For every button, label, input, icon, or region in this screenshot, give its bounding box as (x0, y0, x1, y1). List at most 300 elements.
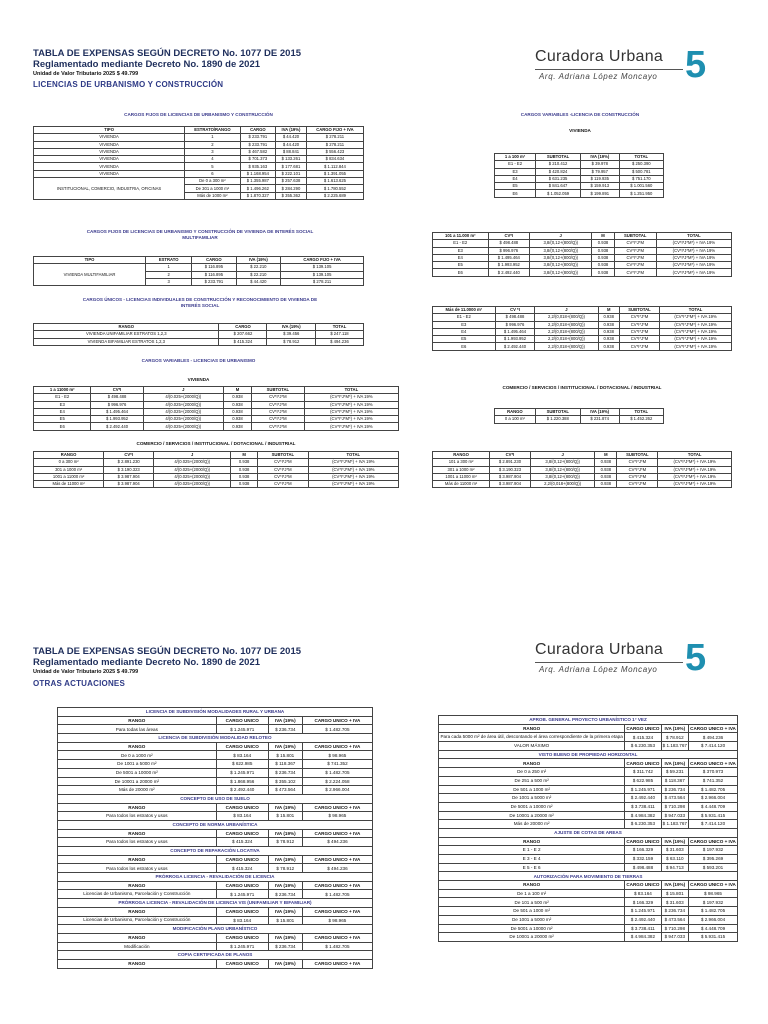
table-header-cell: CARGO UNICO + IVA (302, 933, 372, 942)
table-cell: VIVIENDA (34, 170, 185, 177)
table-section-title: PRÓRROGA LICENCIA - REVALIDACIÓN DE LICENCIA VIS (UNIFAMILIAR Y BIFAMILIAR) (58, 899, 373, 908)
table-cell: $ 3.987.904 (104, 473, 154, 480)
table-cell: $ 22.210 (236, 271, 281, 278)
table-row (34, 481, 399, 488)
table-cell: De 5001 a 10000 m² (58, 768, 217, 777)
table-row (439, 768, 738, 777)
table-header-cell: RANGO (34, 452, 104, 459)
r1-title: CARGOS VARIABLES -LICENCIA DE CONSTRUCCIÓN (520, 112, 640, 117)
table-cell: $ 3.738.411 (625, 924, 661, 933)
table-cell: 1 (146, 264, 192, 271)
table-cell: E6 (495, 190, 536, 197)
table-cell: CV*I*J*M (258, 481, 309, 488)
table-header-cell: SUBTOTAL (258, 452, 309, 459)
table-cell: $ 236.734 (268, 768, 302, 777)
table-cell: $ 2.891.230 (490, 459, 531, 466)
table-cell: INSTITUCIONAL, COMERCIO, INDUSTRIA, OFICINAS (34, 178, 185, 200)
table-row (34, 416, 399, 423)
table-row (58, 786, 373, 795)
table-row (433, 328, 732, 335)
vis-unique-charges-table (33, 323, 364, 346)
table-cell: $ 2.492.440 (625, 794, 661, 803)
table-header-cell: CARGO FIJO + IVA (281, 257, 364, 264)
table-header-cell: IVA (19%) (268, 907, 302, 916)
table-cell: De 0 a 250 m² (439, 768, 625, 777)
table-cell: 2,2/(0,018+(800/Q)) (535, 336, 598, 343)
table-cell: $ 947.033 (661, 811, 688, 820)
table-cell: 3,8/(0,12+(800/Q)) (530, 247, 592, 254)
table-cell: VIVIENDA (34, 156, 185, 163)
table-cell: (CV*I*J*M*) + IVA 19% (304, 394, 398, 401)
table-cell: $ 44.420 (276, 141, 307, 148)
table-cell: Licencias de Urbanismo, Parcelación y Construcción (58, 916, 217, 925)
table-header-cell: IVA (19%) (661, 759, 688, 768)
table-cell: Más de 11000 m² (433, 481, 490, 488)
table-header-cell: CV*I (104, 452, 154, 459)
table-cell: $ 622.985 (216, 760, 268, 769)
table-row (433, 262, 732, 269)
table-cell: (CV*I*J*M*) + IVA 19% (658, 481, 732, 488)
table-cell: $ 44.420 (236, 278, 281, 285)
table-cell: CV*I*J*M (614, 240, 656, 247)
table-header-cell: CV*I (490, 452, 531, 459)
table-cell: (CV*I*J*M*) + IVA 19% (656, 247, 731, 254)
table-cell: E6 (34, 423, 91, 430)
table-cell: $ 2.966.004 (302, 786, 372, 795)
table-cell: $ 498.488 (488, 240, 530, 247)
table-cell: $ 1.112.844 (306, 163, 363, 170)
table-cell: $ 1.245.971 (216, 768, 268, 777)
table-cell: $ 210.412 (536, 161, 581, 168)
table-header-cell: IVA (19%) (661, 724, 688, 733)
table-row (58, 907, 373, 916)
table-cell: $ 622.985 (625, 776, 661, 785)
table-cell: $ 31.603 (661, 846, 688, 855)
logo-name: Curadora Urbana (535, 641, 664, 658)
table-header-cell: IVA (19%) (276, 127, 307, 134)
table-cell: $ 1.868.956 (216, 777, 268, 786)
table-cell: CV*I*J*M (617, 473, 658, 480)
table-cell: 0.938 (223, 416, 251, 423)
doc-subtitle: Reglamentado mediante Decreto No. 1890 de 2021 (33, 59, 261, 70)
table-cell: $ 631.235 (536, 175, 581, 182)
table-cell: 1001 a 11000 m² (34, 473, 104, 480)
table-header-cell: 1 a 11000 m² (34, 387, 91, 394)
table-cell: $ 841.647 (536, 183, 581, 190)
logo-architect: Arq. Adriana López Moncayo (539, 665, 658, 674)
table-row (495, 183, 664, 190)
table-row (439, 863, 738, 872)
table-cell: 5 (185, 163, 241, 170)
other-actions-right-table (438, 715, 738, 942)
table-cell: $ 231.874 (580, 416, 619, 423)
table-cell: Para cada 5000 m² de área útil, descontando el área correspondiente de la primera etapa (439, 733, 625, 742)
table-cell: $ 1.183.767 (661, 742, 688, 751)
table-cell: $ 1.495.464 (91, 408, 143, 415)
table-row (58, 942, 373, 951)
table-cell: 0.938 (595, 481, 617, 488)
logo-number: 5 (685, 44, 707, 86)
table-cell: 0.938 (592, 247, 614, 254)
table-cell: $ 494.236 (302, 838, 372, 847)
other-actions-left-table (57, 707, 373, 969)
table-row (58, 734, 373, 743)
table-header-cell: J (535, 307, 598, 314)
table-cell: E 3 - E 4 (439, 855, 625, 864)
table-header-cell: J (154, 452, 231, 459)
table-cell: VIVIENDA BIFAMILIAR ESTRATOS 1,2,3 (34, 338, 219, 345)
table-header-cell: TOTAL (619, 409, 664, 416)
table-cell: $ 236.734 (268, 942, 302, 951)
table-row (433, 473, 732, 480)
table-cell: 2,2/(0,018+(800/Q)) (535, 343, 598, 350)
table-header-cell: TOTAL (315, 324, 363, 331)
table-cell: $ 751.170 (619, 175, 663, 182)
table-cell: 3,8/(0,12+(800/Q)) (530, 473, 595, 480)
table-cell: $ 166.329 (625, 898, 661, 907)
table-header-cell: CARGO UNICO (625, 759, 661, 768)
table-cell: 0.938 (231, 459, 258, 466)
table-header-cell: CARGO UNICO (216, 742, 268, 751)
table-cell: (CV*I*J*M*) + IVA 19% (304, 401, 398, 408)
table-cell: 0.938 (598, 336, 619, 343)
table-cell: 3 (146, 278, 192, 285)
table-row (34, 466, 399, 473)
table-cell: CV*I*J*M (619, 343, 659, 350)
table-header-cell: Más de 11.0000 m² (433, 307, 496, 314)
table-cell: $ 2.966.004 (689, 915, 738, 924)
table-cell: (CV*I*J*M*) + IVA 19% (308, 481, 398, 488)
table-cell: E3 (433, 247, 489, 254)
table-cell: $ 78.912 (268, 864, 302, 873)
table-cell: Modificación (58, 942, 217, 951)
table-cell: E 1 - E 2 (439, 846, 625, 855)
table-cell: $ 2.492.440 (488, 269, 530, 276)
table-cell: 301 a 1000 m² (34, 466, 104, 473)
table-row (58, 751, 373, 760)
table-cell: E 5 - E 6 (439, 863, 625, 872)
table-cell: De 0 a 1000 m² (58, 751, 217, 760)
table-cell: $ 1.993.952 (488, 262, 530, 269)
table-cell: CV*I*J*M (258, 473, 309, 480)
table-cell: $ 1.496.262 (240, 185, 275, 192)
table-row (439, 820, 738, 829)
table-cell: $ 473.564 (661, 794, 688, 803)
table-cell: 4/(0.025+(2000/Q)) (143, 401, 223, 408)
table-cell: $ 7.414.120 (689, 742, 738, 751)
table-cell: $ 996.976 (495, 321, 535, 328)
table-cell: $ 1.245.971 (625, 907, 661, 916)
table-cell: $ 250.390 (619, 161, 663, 168)
table-row (58, 916, 373, 925)
table-cell: $ 710.298 (661, 802, 688, 811)
table-cell: 0.938 (592, 254, 614, 261)
table-cell: $ 1.495.464 (488, 254, 530, 261)
table-header-cell: TIPO (34, 257, 146, 264)
table-cell: $ 233.791 (240, 134, 275, 141)
table-row (34, 473, 399, 480)
table-row (58, 925, 373, 934)
table-cell: $ 494.236 (315, 338, 363, 345)
logo (535, 44, 735, 94)
table-header-cell: CARGO UNICO (216, 959, 268, 968)
table-cell: 0.938 (598, 328, 619, 335)
table-row (58, 812, 373, 821)
table-cell: 0.938 (595, 459, 617, 466)
table-cell: 3,8/(0,12+(800/Q)) (530, 459, 595, 466)
table-cell: E1 - E2 (34, 394, 91, 401)
table-cell: 2 (146, 271, 192, 278)
table-cell: (CV*I*J*M*) + IVA 19% (658, 466, 732, 473)
table-header-cell: RANGO (58, 933, 217, 942)
table-cell: 1 (185, 134, 241, 141)
table-cell: $ 498.488 (495, 314, 535, 321)
table-cell: $ 1.613.625 (306, 178, 363, 185)
table-cell: 4/(0.025+(2000/Q)) (154, 466, 231, 473)
table-cell: E4 (433, 328, 496, 335)
table-cell: CV*I*J*M (251, 401, 304, 408)
doc-title-2: TABLA DE EXPENSAS SEGÚN DECRETO No. 1077 DE 2015 (33, 646, 302, 657)
table-header-cell: IVA (19%) (268, 716, 302, 725)
table-cell: $ 6.230.353 (625, 742, 661, 751)
table-row (433, 240, 732, 247)
table-row (58, 820, 373, 829)
table-cell: (CV*I*J*M*) + IVA 19% (658, 459, 732, 466)
table-row (58, 933, 373, 942)
table-row (58, 873, 373, 882)
table-row (433, 466, 732, 473)
table-section-title: PRÓRROGA LICENCIA - REVALIDACIÓN DE LICENCIA (58, 873, 373, 882)
table-cell: $ 88.841 (276, 148, 307, 155)
table-cell: $ 39.978 (581, 161, 620, 168)
table-cell: 0.938 (223, 394, 251, 401)
s3-title: CARGOS ÚNICOS - LICENCIAS INDIVIDUALES DE CONSTRUCCIÓN Y RECONOCIMIENTO DE VIVIENDA DE INTERÉS SOCIAL (82, 297, 318, 308)
table-cell: $ 207.662 (219, 331, 267, 338)
table-cell: (CV*I*J*M*) + IVA 19% (660, 343, 732, 350)
table-cell: E5 (433, 336, 496, 343)
table-row (34, 148, 364, 155)
table-cell: $ 1.251.950 (619, 190, 663, 197)
table-cell: $ 1.993.952 (495, 336, 535, 343)
table-cell: Más de 1000 m² (185, 192, 241, 199)
table-cell: E6 (433, 343, 496, 350)
table-header-cell: ESTRATO (146, 257, 192, 264)
table-cell: $ 1.482.705 (302, 725, 372, 734)
table-row (495, 409, 664, 416)
table-cell: $ 1.993.952 (91, 416, 143, 423)
logo-2 (535, 637, 735, 687)
table-row (34, 141, 364, 148)
table-row (58, 760, 373, 769)
table-row (439, 907, 738, 916)
const-variable-comercio-small-table (494, 408, 664, 424)
table-section-title: VISTO BUENO DE PROPIEDAD HORIZONTAL (439, 750, 738, 759)
table-cell: $ 1.482.705 (689, 785, 738, 794)
table-cell: VIVIENDA UNIFAMILIAR ESTRATOS 1,2,3 (34, 331, 219, 338)
table-cell: $ 498.488 (91, 394, 143, 401)
table-cell: Licencias de Urbanismo, Parcelación y Construcción (58, 890, 217, 899)
table-row (433, 314, 732, 321)
table-header-cell: M (592, 233, 614, 240)
table-cell: (CV*I*J*M*) + IVA 19% (304, 416, 398, 423)
table-section-title: LICENCIA DE SUBDIVISIÓN MODALIDAD RELOTEO (58, 734, 373, 743)
table-header-cell: RANGO (58, 803, 217, 812)
table-header-cell: CV*I (488, 233, 530, 240)
table-cell: $ 159.913 (581, 183, 620, 190)
table-cell: CV*I*J*M (619, 328, 659, 335)
table-cell: $ 2.225.689 (306, 192, 363, 199)
table-cell: $ 355.102 (268, 777, 302, 786)
table-cell: $ 2.224.058 (302, 777, 372, 786)
table-header-cell: SUBTOTAL (617, 452, 658, 459)
table-section-title: AUTORIZACIÓN PARA MOVIMIENTO DE TIERRAS (439, 872, 738, 881)
table-row (34, 324, 364, 331)
table-header-cell: IVA (19%) (236, 257, 281, 264)
table-header-cell: TOTAL (308, 452, 398, 459)
table-header-cell: RANGO (58, 881, 217, 890)
table-cell: 2,2/(0,018+(800/Q)) (535, 321, 598, 328)
table-cell: $ 500.781 (619, 168, 663, 175)
logo-line (535, 69, 683, 70)
table-section-title: APROB. GENERAL PROYECTO URBANÍSTICO 1° VEZ (439, 716, 738, 725)
table-cell: E5 (433, 262, 489, 269)
table-row (58, 794, 373, 803)
table-cell: 1001 a 11000 m² (433, 473, 490, 480)
table-row (439, 811, 738, 820)
table-cell: $ 1.245.971 (625, 785, 661, 794)
table-cell: 3,8/(0,12+(800/Q)) (530, 240, 592, 247)
table-cell: 3,8/(0,12+(800/Q)) (530, 466, 595, 473)
table-cell: CV*I*J*M (619, 336, 659, 343)
table-section-title: CONCEPTO DE REPARACIÓN LOCATIVA (58, 847, 373, 856)
table-cell: (CV*I*J*M*) + IVA 19% (660, 336, 732, 343)
table-cell: $ 7.414.120 (689, 820, 738, 829)
table-header-cell: RANGO (58, 716, 217, 725)
table-cell: De 10001 a 20000 m² (439, 811, 625, 820)
table-cell: CV*I*J*M (258, 466, 309, 473)
table-cell: CV*I*J*M (258, 459, 309, 466)
table-cell: $ 247.118 (315, 331, 363, 338)
table-cell: (CV*I*J*M*) + IVA 19% (308, 473, 398, 480)
table-cell: $ 98.965 (689, 889, 738, 898)
table-row (433, 269, 732, 276)
table-cell: CV*I*J*M (614, 254, 656, 261)
table-cell: CV*I*J*M (619, 321, 659, 328)
table-header-cell: CARGO UNICO + IVA (302, 959, 372, 968)
table-cell: $ 2.492.440 (216, 786, 268, 795)
table-row (433, 336, 732, 343)
table-cell: 3 (185, 148, 241, 155)
table-cell: $ 1.452.262 (619, 416, 664, 423)
table-row (495, 161, 664, 168)
table-header-cell: CARGO UNICO (216, 803, 268, 812)
table-cell: (CV*I*J*M*) + IVA 19% (304, 423, 398, 430)
uvt-label: Unidad de Valor Tributario 2025 $ 49.799 (33, 71, 139, 77)
table-row (439, 742, 738, 751)
table-cell: Más de 20000 m² (439, 820, 625, 829)
table-cell: $ 1.482.705 (689, 907, 738, 916)
table-cell: VIVIENDA (34, 134, 185, 141)
table-cell: $ 5.931.415 (689, 811, 738, 820)
table-cell: $ 98.965 (302, 916, 372, 925)
table-cell: 0.938 (595, 473, 617, 480)
urb-variable-vivienda-table (33, 386, 399, 431)
table-header-cell: TOTAL (660, 307, 732, 314)
table-row (58, 855, 373, 864)
table-header-cell: IVA (19%) (581, 154, 620, 161)
table-header-cell: CV*I (91, 387, 143, 394)
table-cell: $ 1.482.705 (302, 768, 372, 777)
table-header-cell: CARGO UNICO (216, 855, 268, 864)
table-cell: $ 498.488 (625, 863, 661, 872)
table-cell: 4/(0.025+(2000/Q)) (154, 481, 231, 488)
table-cell: $ 4.448.709 (689, 924, 738, 933)
table-cell: 301 a 1000 m² (433, 466, 490, 473)
table-header-cell: J (530, 233, 592, 240)
table-cell: $ 3.987.904 (104, 481, 154, 488)
table-cell: 101 a 300 m² (433, 459, 490, 466)
table-cell: 0.938 (592, 269, 614, 276)
table-section-title: COPIA CERTIFICADA DE PLANOS (58, 951, 373, 960)
table-header-cell: CARGO UNICO + IVA (689, 724, 738, 733)
table-row (58, 881, 373, 890)
table-section-title: MODIFICACIÓN PLANO URBANÍSTICO (58, 925, 373, 934)
table-cell: 6 (185, 170, 241, 177)
table-cell: 0.938 (595, 466, 617, 473)
table-row (439, 915, 738, 924)
table-header-cell: SUBTOTAL (536, 154, 581, 161)
table-cell: E3 (34, 401, 91, 408)
table-row (439, 828, 738, 837)
table-row (34, 387, 399, 394)
table-header-cell: RANGO (58, 742, 217, 751)
table-header-cell: IVA (19%) (268, 803, 302, 812)
table-cell: $ 116.895 (192, 264, 236, 271)
table-cell: (CV*I*J*M*) + IVA 19% (658, 473, 732, 480)
table-row (433, 254, 732, 261)
table-cell: $ 166.329 (625, 846, 661, 855)
table-cell: $ 947.033 (661, 933, 688, 942)
table-cell: 0.938 (598, 314, 619, 321)
table-header-cell: RANGO (439, 759, 625, 768)
table-header-cell: CV *I (495, 307, 535, 314)
table-cell: $ 44.420 (276, 134, 307, 141)
table-header-cell: IVA (19%) (661, 837, 688, 846)
table-cell: $ 1.495.464 (495, 328, 535, 335)
table-header-cell: J (143, 387, 223, 394)
table-row (34, 459, 399, 466)
table-cell: $ 15.801 (268, 916, 302, 925)
table-header-cell: SUBTOTAL (619, 307, 659, 314)
table-row (58, 847, 373, 856)
table-header-cell: CARGO UNICO (625, 837, 661, 846)
table-cell: $ 473.564 (661, 915, 688, 924)
table-header-cell: ESTRATO/RANGO (185, 127, 241, 134)
table-header-cell: CARGO UNICO + IVA (302, 716, 372, 725)
table-cell: E3 (433, 321, 496, 328)
table-cell: $ 78.912 (661, 733, 688, 742)
table-cell: $ 4.984.382 (625, 811, 661, 820)
table-cell: CV*I*J*M (251, 416, 304, 423)
table-cell: $ 83.164 (216, 916, 268, 925)
table-cell: $ 3.987.904 (490, 481, 531, 488)
table-cell: $ 332.159 (625, 855, 661, 864)
r4-title: COMERCIO / SERVICIOS / INSTITUCIONAL / DOTACIONAL / INDUSTRIAL (502, 385, 662, 390)
table-row (439, 837, 738, 846)
table-cell: $ 395.269 (689, 855, 738, 864)
table-header-cell: RANGO (439, 724, 625, 733)
table-cell: $ 98.965 (302, 812, 372, 821)
